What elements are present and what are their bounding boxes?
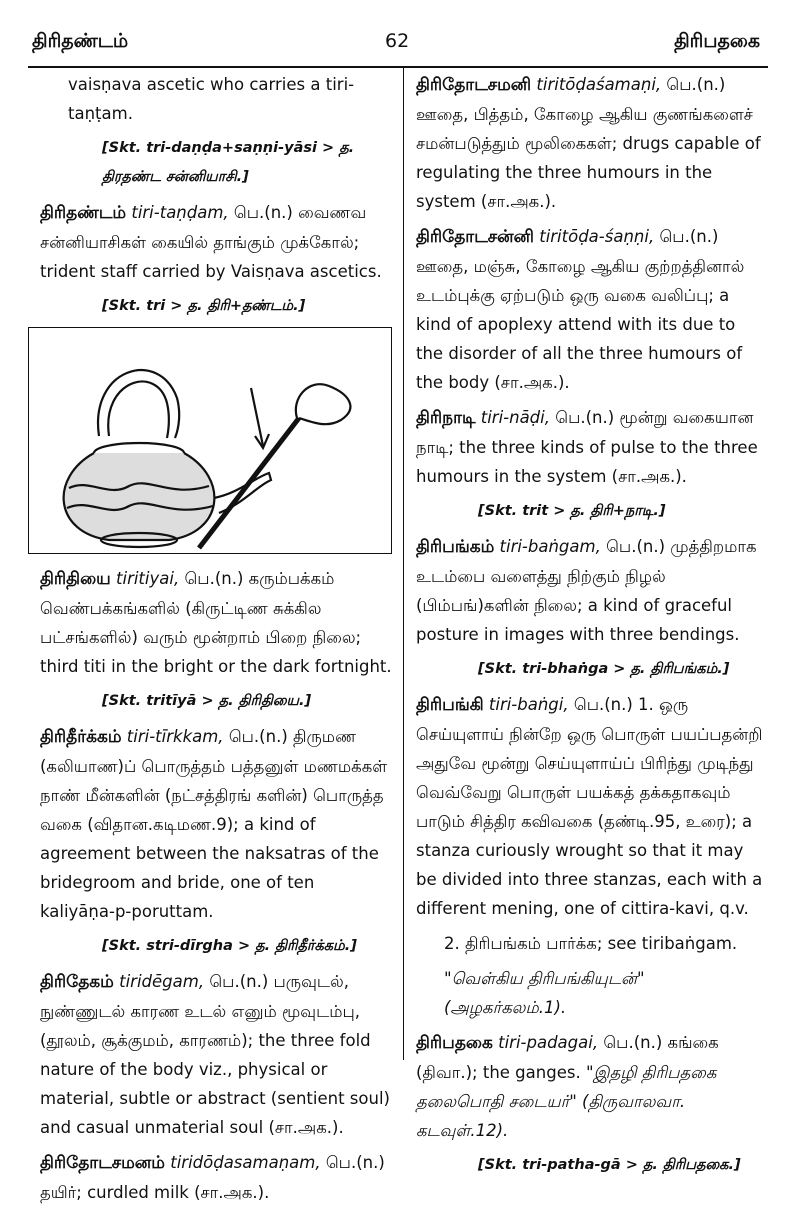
headword: திரிதோடசமனி	[416, 75, 532, 95]
transliteration: tiri-taṇḍam,	[131, 203, 229, 222]
dictionary-entry	[416, 532, 766, 649]
dictionary-entry	[40, 967, 392, 1142]
definition: பெ.(n.) மூன்று வகையான நாடி; the three kinds of pulse to the three humours in the system (சா.அக.).	[416, 408, 758, 486]
kamandalu-and-staff-illustration	[29, 328, 391, 553]
running-head-left: திரிதண்டம்	[32, 30, 129, 52]
transliteration: tiridōḍasamaṇam,	[170, 1153, 321, 1172]
citation-quote: "இதழி திரிபதகை தலைபொதி சடையர்" (திருவாலவா. கடவுள்.12).	[416, 1063, 717, 1140]
definition: பெ.(n.) வைணவ சன்னியாசிகள் கையில் தாங்கும் முக்கோல்; trident staff carried by Vaisṇava ascetics.	[40, 203, 382, 281]
transliteration: tiri-baṅgi,	[488, 695, 569, 714]
definition: பெ.(n.) கரும்பக்கம் வெண்பக்கங்களில் (கிருட்டிண சுக்கில பட்சங்களில்) வரும் மூன்றாம் பிறை நிலை; third titi in the bright or the dark fortnight.	[40, 569, 392, 676]
dictionary-entry	[416, 1028, 766, 1145]
dictionary-entry	[416, 690, 766, 923]
header-rule	[28, 66, 768, 68]
etymology: [Skt. tritīyā > த. திரிதியை.]	[102, 693, 312, 709]
definition: பெ.(n.) ஊதை, மஞ்சு, கோழை ஆகிய குற்றத்தினால் உடம்புக்கு ஏற்படும் ஒரு வகை வலிப்பு; a kind of apoplexy attend with its due to the disorder of all the three humours of the body (சா.அக.).	[416, 227, 745, 392]
sense-2: 2. திரிபங்கம் பார்க்க; see tiribaṅgam.	[444, 934, 738, 953]
page-number: 62	[385, 30, 410, 52]
headword: திரிதோடசன்னி	[416, 227, 534, 247]
etymology: [Skt. trit > த. திரி+நாடி.]	[478, 503, 666, 519]
dictionary-entry	[40, 198, 392, 286]
transliteration: tiri-tīrkkam,	[126, 727, 224, 746]
dictionary-entry	[416, 70, 766, 216]
definition: பெ.(n.) ஊதை, பித்தம், கோழை ஆகிய குணங்களைச் சமன்படுத்தும் மூலிகைகள்; drugs capable of regulating the three humours in the system (சா.அக.).	[416, 75, 761, 211]
continued-entry: vaisṇava ascetic who carries a tiri-taṇṭam.	[68, 75, 355, 123]
headword: திரிதோடசமனம்	[40, 1153, 165, 1173]
headword: திரிதியை	[40, 569, 111, 589]
headword: திரிபங்கம்	[416, 537, 495, 557]
transliteration: tiritiyai,	[116, 569, 180, 588]
definition: பெ.(n.) பருவுடல், நுண்ணுடல் காரண உடல் எனும் மூவுடம்பு, (தூலம், சூக்குமம், காரணம்); the three fold nature of the body viz., physical or material, subtle or abstract (sentient soul) and casual unmaterial soul (சா.அக.).	[40, 972, 390, 1137]
running-head-right: திரிபதகை	[674, 30, 760, 52]
headword: திரிபதகை	[416, 1033, 493, 1053]
definition: பெ.(n.) திருமண (கலியாண)ப் பொருத்தம் பத்தனுள் மணமக்கள் நாண் மீன்களின் (நட்சத்திரங் களின்) பொருத்த வகை (விதான.கடிமண.9); a kind of agreement between the naksatras of the bridegroom and bride, one of ten kaliyāṇa-p-poruttam.	[40, 727, 388, 921]
transliteration: tiridēgam,	[119, 972, 205, 991]
headword: திரிதண்டம்	[40, 203, 127, 223]
etymology: [Skt. tri-patha-gā > த. திரிபதகை.]	[478, 1157, 741, 1173]
dictionary-entry	[40, 722, 392, 926]
definition: பெ.(n.) தயிர்; curdled milk (சா.அக.).	[40, 1153, 385, 1202]
transliteration: tiri-nāḍi,	[480, 408, 550, 427]
transliteration: tiritōḍaśamaṇi,	[536, 75, 662, 94]
headword: திரிபங்கி	[416, 695, 484, 715]
etymology: [Skt. tri-daṇḍa+saṇṇi-yāsi > த. திரதண்ட சன்னியாசி.]	[102, 140, 355, 185]
headword: திரிதீர்க்கம்	[40, 727, 122, 747]
transliteration: tiritōḍa-śaṇṇi,	[539, 227, 655, 246]
dictionary-entry	[416, 222, 766, 397]
illustration-figure	[28, 327, 392, 554]
etymology: [Skt. tri > த. திரி+தண்டம்.]	[102, 298, 306, 314]
definition: பெ.(n.) முத்திறமாக உடம்பை வளைத்து நிற்கும் நிழல் (பிம்பங்)களின் நிலை; a kind of graceful posture in images with three bendings.	[416, 537, 757, 644]
headword: திரிதேகம்	[40, 972, 114, 992]
transliteration: tiri-padagai,	[498, 1033, 599, 1052]
etymology: [Skt. stri-dīrgha > த. திரிதீர்க்கம்.]	[102, 938, 357, 954]
dictionary-entry	[40, 564, 392, 681]
definition: பெ.(n.) 1. ஒரு செய்யுளாய் நின்றே ஒரு பொருள் பயப்பதன்றி அதுவே மூன்று செய்யுளாய்ப் பிரிந்து முடிந்து வெவ்வேறு பொருள் பயக்கத் தக்கதாகவும் பாடும் சித்திர கவிவகை (தண்டி.95, உரை); a stanza curiously wrought so that it may be divided into three stanzas, each with a different mening, one of cittira-kavi, q.v.	[416, 695, 763, 918]
dictionary-entry	[416, 403, 766, 491]
etymology: [Skt. tri-bhaṅga > த. திரிபங்கம்.]	[478, 661, 730, 677]
definition: பெ.(n.) கங்கை (திவா.); the ganges.	[416, 1033, 719, 1082]
dictionary-entry	[40, 1148, 392, 1207]
transliteration: tiri-baṅgam,	[499, 537, 601, 556]
headword: திரிநாடி	[416, 408, 476, 428]
column-separator	[403, 66, 404, 1060]
right-column	[416, 70, 766, 1186]
left-column	[40, 70, 392, 1213]
citation-quote: "வெள்கிய திரிபங்கியுடன்" (அழகர்கலம்.1).	[444, 969, 645, 1017]
